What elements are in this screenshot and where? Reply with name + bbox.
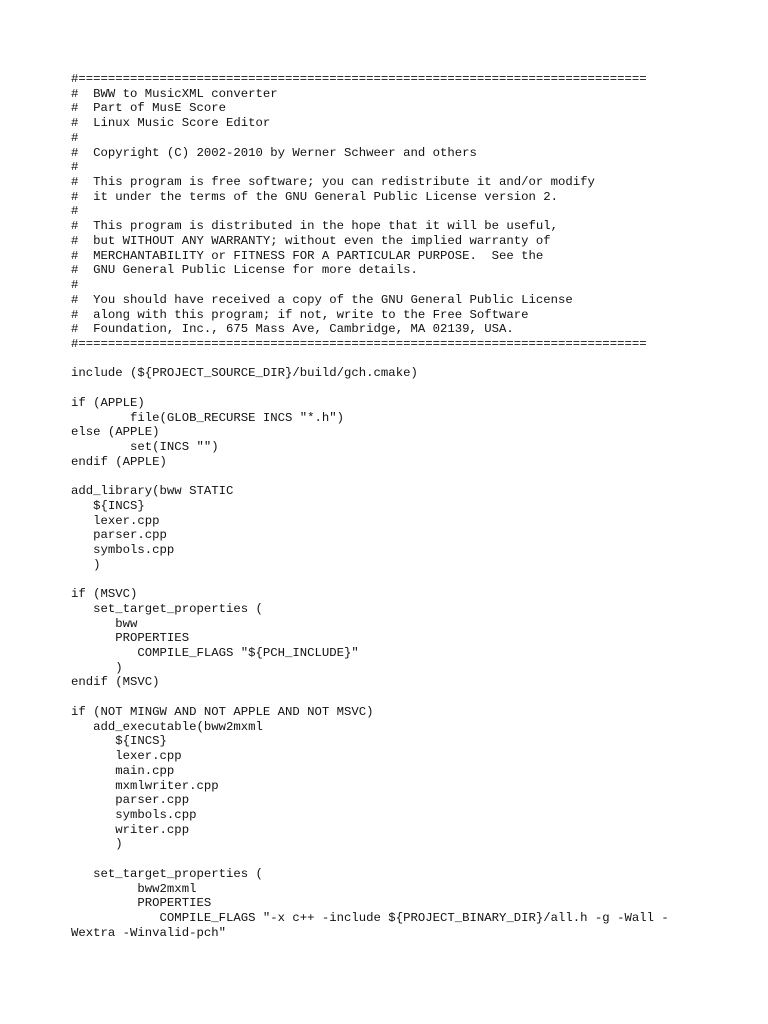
code-line: Wextra -Winvalid-pch"	[71, 925, 226, 940]
code-line: #	[71, 278, 79, 293]
code-line: lexer.cpp	[71, 749, 182, 764]
code-line: add_executable(bww2mxml	[71, 719, 263, 734]
code-line	[71, 690, 711, 705]
code-line: #	[71, 130, 79, 145]
code-line: set_target_properties (	[71, 601, 263, 616]
code-line: else (APPLE)	[71, 425, 160, 440]
code-line: if (APPLE)	[71, 395, 145, 410]
code-line: symbols.cpp	[71, 543, 175, 557]
code-line: # Foundation, Inc., 675 Mass Ave, Cambridge, MA 02139, USA.	[71, 322, 514, 337]
code-line: if (MSVC)	[71, 587, 138, 602]
code-line: bww2mxml	[71, 881, 197, 896]
code-line	[71, 469, 711, 484]
code-line: # Copyright (C) 2002-2010 by Werner Schweer and others	[71, 145, 477, 160]
code-line: # Part of MusE Score	[71, 101, 226, 116]
code-line: add_library(bww STATIC	[71, 484, 234, 499]
code-line: endif (MSVC)	[71, 675, 160, 690]
code-line: # MERCHANTABILITY or FITNESS FOR A PARTICULAR PURPOSE. See the	[71, 248, 544, 263]
code-line: COMPILE_FLAGS "${PCH_INCLUDE}"	[71, 646, 359, 661]
code-line: # along with this program; if not, write to the Free Software	[71, 307, 529, 322]
code-line: # BWW to MusicXML converter	[71, 86, 278, 101]
code-line: ${INCS}	[71, 734, 167, 749]
code-line: # This program is distributed in the hope that it will be useful,	[71, 219, 559, 234]
code-line: writer.cpp	[71, 822, 190, 837]
code-line: if (NOT MINGW AND NOT APPLE AND NOT MSVC)	[71, 704, 374, 719]
code-line: include (${PROJECT_SOURCE_DIR}/build/gch.cmake)	[71, 366, 418, 381]
code-line: )	[71, 837, 123, 852]
code-line: )	[71, 557, 101, 572]
code-line: set_target_properties (	[71, 866, 263, 881]
code-line: ${INCS}	[71, 498, 145, 513]
code-line: set(INCS "")	[71, 439, 219, 454]
code-line: COMPILE_FLAGS "-x c++ -include ${PROJECT_BINARY_DIR}/all.h -g -Wall -	[71, 910, 669, 925]
code-line	[71, 352, 711, 367]
code-line: #=============================================================================	[71, 72, 647, 86]
code-line	[71, 381, 711, 396]
code-line: # it under the terms of the GNU General Public License version 2.	[71, 189, 559, 204]
code-line: bww	[71, 616, 138, 631]
code-line: #	[71, 160, 79, 175]
code-line	[71, 572, 711, 587]
code-line: #=============================================================================	[71, 336, 647, 351]
code-line: # GNU General Public License for more details.	[71, 263, 418, 278]
code-line: )	[71, 660, 123, 675]
code-line: # This program is free software; you can redistribute it and/or modify	[71, 175, 595, 190]
code-line: file(GLOB_RECURSE INCS "*.h")	[71, 410, 345, 425]
code-line: parser.cpp	[71, 793, 190, 808]
code-line: PROPERTIES	[71, 896, 212, 911]
code-line: #	[71, 204, 79, 219]
cmake-source-text	[71, 72, 711, 940]
code-line: parser.cpp	[71, 528, 167, 543]
code-line	[71, 852, 711, 867]
code-line: lexer.cpp	[71, 513, 160, 528]
code-line: # You should have received a copy of the GNU General Public License	[71, 292, 573, 307]
code-line: PROPERTIES	[71, 631, 190, 646]
code-line: symbols.cpp	[71, 807, 197, 822]
code-line: endif (APPLE)	[71, 454, 167, 469]
code-line: # Linux Music Score Editor	[71, 116, 271, 131]
code-line: main.cpp	[71, 763, 175, 778]
code-line: # but WITHOUT ANY WARRANTY; without even the implied warranty of	[71, 233, 551, 248]
code-line: mxmlwriter.cpp	[71, 778, 219, 793]
